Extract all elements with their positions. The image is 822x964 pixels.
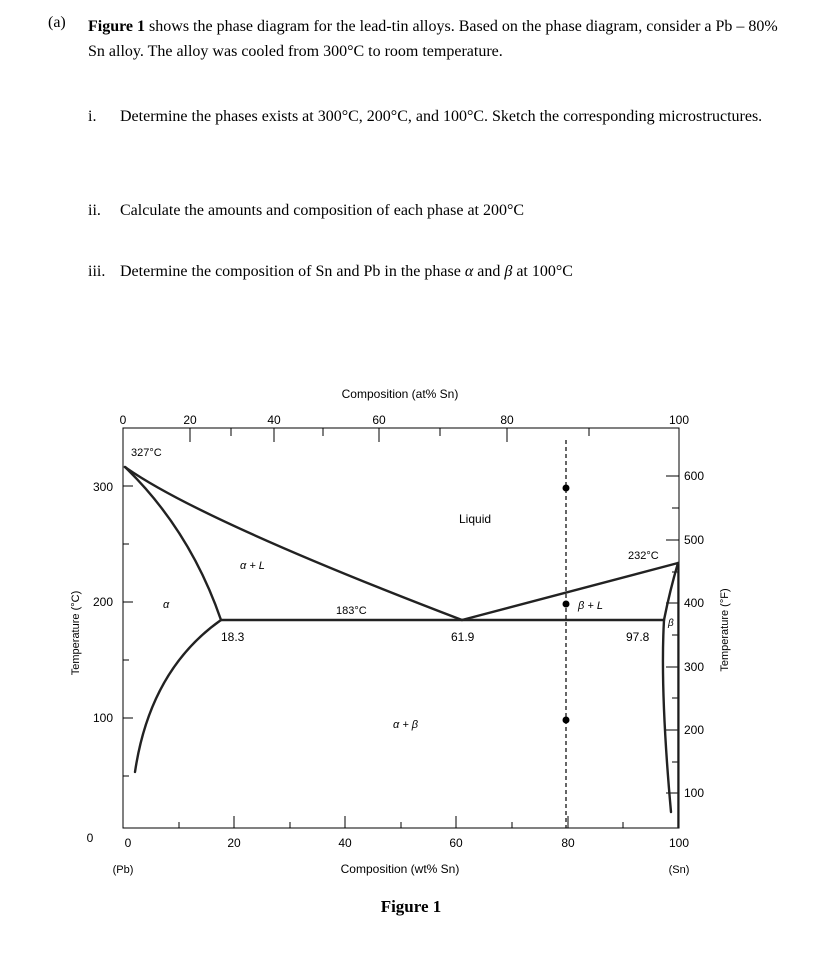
left-ticks	[123, 486, 133, 776]
top-ticks	[190, 428, 589, 442]
right-tick-label: 100	[684, 786, 705, 800]
bottom-ticks	[179, 816, 623, 828]
subpart-iii-and: and	[473, 263, 505, 280]
left-tick-label: 0	[86, 831, 94, 845]
c-beta-label: 97.8	[626, 630, 650, 644]
top-axis-title: Composition (at% Sn)	[341, 387, 459, 401]
top-tick-label: 60	[372, 413, 386, 427]
c-eutectic-label: 61.9	[451, 630, 475, 644]
solidus-left	[125, 467, 221, 620]
intro-text: shows the phase diagram for the lead-tin alloys. Based on the phase diagram, consider a Pb – 80% Sn alloy. The alloy was cooled from 300°C to room temperature.	[88, 18, 778, 60]
plot-frame	[123, 428, 679, 828]
beta-symbol: β	[504, 263, 513, 280]
right-tick-label: 300	[684, 660, 705, 674]
c-alpha-label: 18.3	[221, 630, 245, 644]
top-tick-label: 0	[119, 413, 127, 427]
phase-boundaries	[125, 467, 678, 812]
subpart-iii-text-before: Determine the composition of Sn and Pb in the phase	[120, 263, 465, 280]
bottom-tick-label: 20	[227, 836, 241, 850]
alpha-region-label: α	[163, 599, 170, 611]
right-ticks	[666, 476, 679, 793]
top-tick-label: 80	[500, 413, 514, 427]
eutectic-temp-label: 183°C	[336, 605, 367, 617]
right-tick-label: 600	[684, 469, 705, 483]
pb-melting-label: 327°C	[131, 447, 162, 459]
top-tick-label: 20	[183, 413, 197, 427]
alpha-symbol: α	[464, 263, 474, 280]
pb-end-label: (Pb)	[112, 864, 134, 876]
bottom-axis-title: Composition (wt% Sn)	[340, 862, 460, 876]
solidus-right	[664, 563, 678, 620]
left-tick-label: 100	[92, 711, 114, 725]
sn-melting-label: 232°C	[628, 550, 659, 562]
left-tick-label: 200	[92, 595, 114, 609]
top-tick-label: 100	[668, 413, 690, 427]
subpart-ii-text: Calculate the amounts and composition of each phase at 200°C	[120, 202, 525, 219]
bottom-tick-label: 0	[124, 836, 132, 850]
subpart-iii-number: iii.	[88, 263, 106, 280]
right-tick-label: 500	[684, 533, 705, 547]
right-tick-label: 200	[684, 723, 705, 737]
alloy-point-300c	[563, 485, 570, 492]
top-tick-label: 40	[267, 413, 281, 427]
alpha-plus-liquid-label: α + L	[240, 560, 265, 572]
bottom-tick-label: 100	[668, 836, 690, 850]
right-axis-title: Temperature (°F)	[719, 588, 731, 672]
figure-ref: Figure 1	[88, 18, 146, 35]
figure-caption: Figure 1	[380, 897, 442, 916]
solvus-left	[135, 620, 221, 772]
subpart-i-number: i.	[88, 108, 97, 125]
subpart-i-text: Determine the phases exists at 300°C, 200°C, and 100°C. Sketch the corresponding microstructures.	[120, 108, 763, 125]
solvus-right	[663, 620, 671, 812]
alloy-point-100c	[563, 717, 570, 724]
alloy-point-200c	[563, 601, 570, 608]
right-tick-label: 400	[684, 596, 705, 610]
liquid-label: Liquid	[459, 512, 492, 526]
left-tick-label: 300	[92, 480, 114, 494]
bottom-tick-label: 40	[338, 836, 352, 850]
beta-region-label: β	[668, 618, 674, 629]
bottom-tick-label: 60	[449, 836, 463, 850]
subpart-ii-number: ii.	[88, 202, 101, 219]
subpart-iii-text-after: at 100°C	[512, 263, 573, 280]
liquidus-left	[125, 467, 462, 620]
liquidus-right	[462, 563, 678, 620]
sn-end-label: (Sn)	[668, 864, 690, 876]
beta-plus-liquid-label: β + L	[578, 600, 603, 612]
bottom-tick-label: 80	[561, 836, 575, 850]
alpha-plus-beta-label: α + β	[393, 719, 419, 731]
part-label: (a)	[48, 14, 66, 31]
left-axis-title: Temperature (°C)	[70, 590, 82, 676]
